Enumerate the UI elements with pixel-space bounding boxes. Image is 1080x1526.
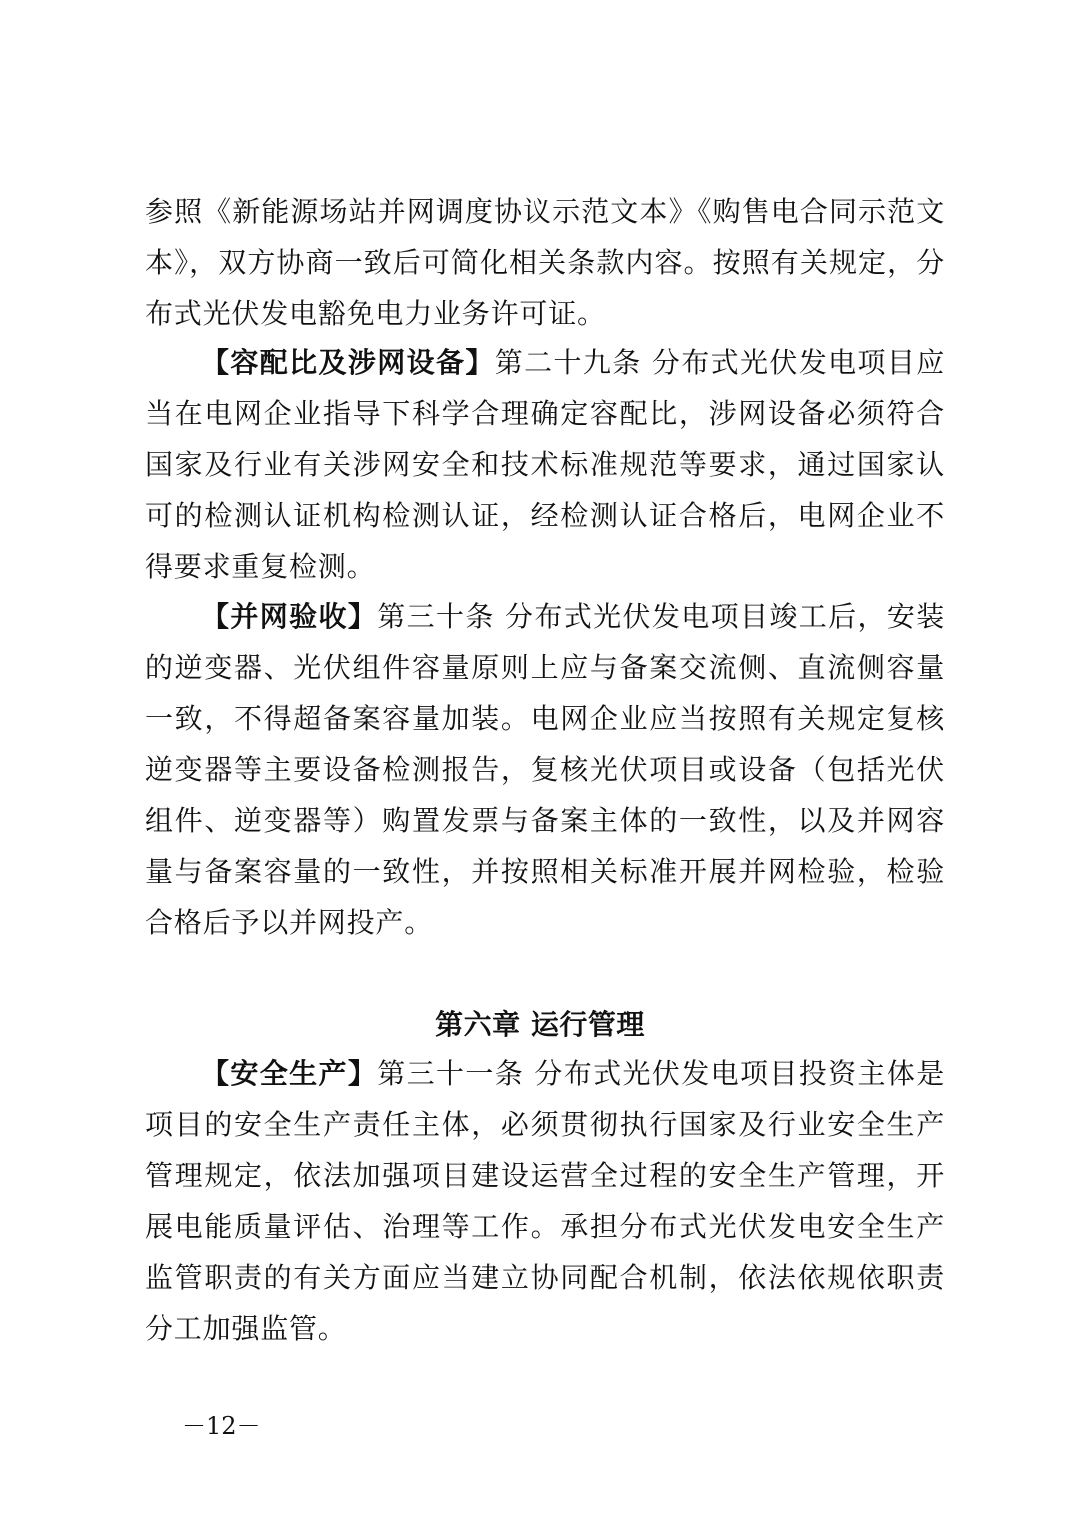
article-29-heading: 【容配比及涉网设备】 <box>201 346 495 379</box>
page-number: －12－ <box>182 1412 261 1440</box>
article-31 <box>145 1048 945 1354</box>
article-30-heading: 【并网验收】 <box>201 600 378 633</box>
article-30 <box>145 591 945 948</box>
article-29 <box>145 337 945 592</box>
chapter-title: 第六章 运行管理 <box>435 1008 645 1041</box>
article-29-text: 第二十九条 分布式光伏发电项目应当在电网企业指导下科学合理确定容配比，涉网设备必须符合国家及行业有关涉网安全和技术标准规范等要求，通过国家认可的检测认证机构检测认证，经检测认证合格后，电网企业不得要求重复检测。 <box>145 346 945 583</box>
article-31-heading: 【安全生产】 <box>201 1057 378 1090</box>
article-30-text: 第三十条 分布式光伏发电项目竣工后，安装的逆变器、光伏组件容量原则上应与备案交流侧、直流侧容量一致，不得超备案容量加装。电网企业应当按照有关规定复核逆变器等主要设备检测报告，复核光伏项目或设备（包括光伏组件、逆变器等）购置发票与备案主体的一致性，以及并网容量与备案容量的一致性，并按照相关标准开展并网检验，检验合格后予以并网投产。 <box>145 600 945 939</box>
paragraph-continuation: 参照《新能源场站并网调度协议示范文本》《购售电合同示范文本》，双方协商一致后可简化相关条款内容。按照有关规定，分布式光伏发电豁免电力业务许可证。 <box>145 195 945 330</box>
article-31-text: 第三十一条 分布式光伏发电项目投资主体是项目的安全生产责任主体，必须贯彻执行国家及行业安全生产管理规定，依法加强项目建设运营全过程的安全生产管理，开展电能质量评估、治理等工作。承担分布式光伏发电安全生产监管职责的有关方面应当建立协同配合机制，依法依规依职责分工加强监管。 <box>145 1057 945 1345</box>
